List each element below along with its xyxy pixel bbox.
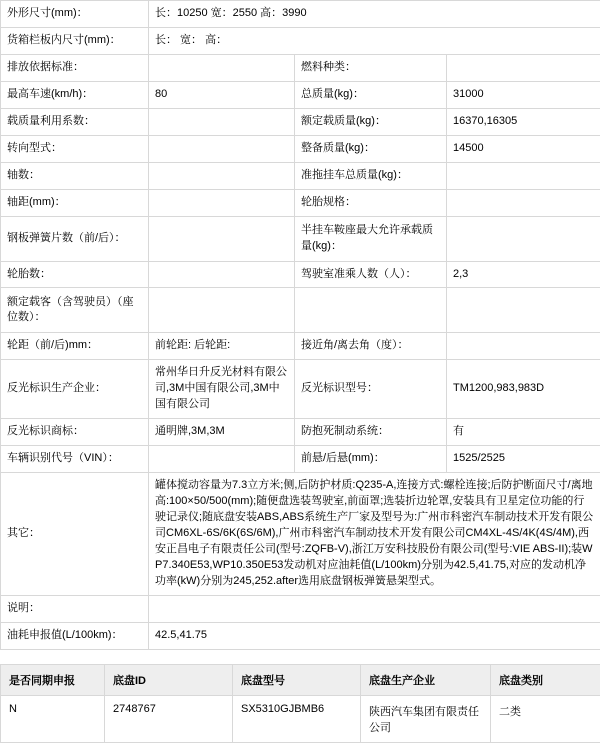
spec-value-axle-count	[149, 162, 295, 189]
spec-label-wheelbase: 轴距(mm)：	[1, 189, 149, 216]
chassis-header-row	[1, 664, 600, 695]
spec-value-track-width: 前轮距: 后轮距:	[149, 333, 295, 360]
spec-value-vin	[149, 446, 295, 473]
spec-value-rated-passengers	[149, 288, 295, 333]
spec-value-saddle-load	[447, 216, 600, 261]
spec-label-tire-count: 轮胎数：	[1, 261, 149, 288]
spec-label-rated-passengers: 额定载客（含驾驶员）（座位数）：	[1, 288, 149, 333]
spec-value-other: 罐体搅动容量为7.3立方米;侧,后防护材质:Q235-A,连接方式:螺栓连接;后防护断面尺寸/离地高:100×50/500(mm);随便盘选装驾驶室,前面罩;选装折边轮罩,安装具有卫星定位功能的行驶记录仪;随底盘安装ABS,ABS系统生产厂家及型号为:广州市科密汽车制动技术开发有限公司CM6XL-6S/6K(6S/6M),广州市科密汽车制动技术开发有限公司CM4XL-4S/4K(4S/4M),西安正昌电子有限责任公司(型号:ZQFB-V),浙江万安科技股份有限公司(型号:VIE ABS-II);装WP7.340E53,WP10.350E53发动机对应油耗值(L/100km)分别为42.5,41.75,对应的发动机净功率(kW)分别为245,252.after选用底盘钢板弹簧悬架型式。	[149, 473, 600, 596]
spec-label-axle-count: 轴数：	[1, 162, 149, 189]
spec-label-trailer-mass: 准拖挂车总质量(kg)：	[295, 162, 447, 189]
spec-value-empty-a	[447, 288, 600, 333]
spec-label-reflector-manufacturer: 反光标识生产企业：	[1, 360, 149, 419]
spec-value-fuel-type	[447, 54, 600, 81]
table-row	[1, 595, 600, 622]
table-row	[1, 162, 600, 189]
spec-label-fuel-type: 燃料种类：	[295, 54, 447, 81]
spec-label-curb-mass: 整备质量(kg)：	[295, 135, 447, 162]
spec-value-overhang: 1525/2525	[447, 446, 600, 473]
chassis-header-model: 底盘型号	[233, 664, 361, 695]
chassis-cell-id: 2748767	[105, 695, 233, 742]
spec-value-tire-spec	[447, 189, 600, 216]
spec-value-dimensions: 长：10250 宽：2550 高：3990	[149, 1, 600, 28]
spec-label-abs: 防抱死制动系统：	[295, 419, 447, 446]
spec-value-emission-standard	[149, 54, 295, 81]
table-row	[1, 189, 600, 216]
chassis-header-same-period: 是否同期申报	[1, 664, 105, 695]
spec-label-leaf-spring: 钢板弹簧片数（前/后）：	[1, 216, 149, 261]
spec-label-overhang: 前悬/后悬(mm)：	[295, 446, 447, 473]
spec-value-curb-mass: 14500	[447, 135, 600, 162]
table-row	[1, 695, 600, 742]
spec-label-cargo-box: 货箱栏板内尺寸(mm)：	[1, 27, 149, 54]
spec-label-fuel-consumption: 油耗申报值(L/100km)：	[1, 622, 149, 649]
spec-value-trailer-mass	[447, 162, 600, 189]
table-row	[1, 81, 600, 108]
table-row	[1, 333, 600, 360]
spec-label-track-width: 轮距（前/后)mm：	[1, 333, 149, 360]
spec-value-abs: 有	[447, 419, 600, 446]
spec-label-rated-load: 额定载质量(kg)：	[295, 108, 447, 135]
chassis-cell-model: SX5310GJBMB6	[233, 695, 361, 742]
spec-label-reflector-model: 反光标识型号：	[295, 360, 447, 419]
table-row	[1, 473, 600, 596]
spec-label-vin: 车辆识别代号（VIN）：	[1, 446, 149, 473]
spec-value-max-speed: 80	[149, 81, 295, 108]
spec-label-tire-spec: 轮胎规格：	[295, 189, 447, 216]
spec-value-load-coefficient	[149, 108, 295, 135]
spec-label-load-coefficient: 载质量利用系数：	[1, 108, 149, 135]
table-row	[1, 135, 600, 162]
chassis-cell-same-period: N	[1, 695, 105, 742]
table-row	[1, 216, 600, 261]
spec-value-cab-seats: 2,3	[447, 261, 600, 288]
spec-label-max-speed: 最高车速(km/h)：	[1, 81, 149, 108]
table-row	[1, 27, 600, 54]
chassis-header-category: 底盘类别	[491, 664, 600, 695]
spec-value-rated-load: 16370,16305	[447, 108, 600, 135]
spec-label-approach-angle: 接近角/离去角（度）：	[295, 333, 447, 360]
spec-value-reflector-model: TM1200,983,983D	[447, 360, 600, 419]
table-row	[1, 261, 600, 288]
table-row	[1, 360, 600, 419]
table-row	[1, 108, 600, 135]
spec-label-reflector-brand: 反光标识商标：	[1, 419, 149, 446]
spec-value-cargo-box: 长： 宽： 高：	[149, 27, 600, 54]
chassis-header-manufacturer: 底盘生产企业	[361, 664, 491, 695]
table-row	[1, 446, 600, 473]
spec-value-reflector-manufacturer: 常州华日升反光材料有限公司,3M中国有限公司,3M中国有限公司	[149, 360, 295, 419]
table-row	[1, 1, 600, 28]
spec-value-fuel-consumption: 42.5,41.75	[149, 622, 600, 649]
spec-value-tire-count	[149, 261, 295, 288]
spec-label-cab-seats: 驾驶室准乘人数（人）：	[295, 261, 447, 288]
spec-value-gross-mass: 31000	[447, 81, 600, 108]
spec-label-empty-a	[295, 288, 447, 333]
spec-value-reflector-brand: 通明牌,3M,3M	[149, 419, 295, 446]
spec-label-saddle-load: 半挂车鞍座最大允许承载质量(kg)：	[295, 216, 447, 261]
table-row	[1, 622, 600, 649]
spec-label-note: 说明：	[1, 595, 149, 622]
spec-label-emission-standard: 排放依据标准：	[1, 54, 149, 81]
spec-value-note	[149, 595, 600, 622]
spec-label-other: 其它：	[1, 473, 149, 596]
chassis-cell-category: 二类	[491, 695, 600, 742]
spec-value-steering-type	[149, 135, 295, 162]
table-row	[1, 419, 600, 446]
spec-value-wheelbase	[149, 189, 295, 216]
spec-value-leaf-spring	[149, 216, 295, 261]
spec-label-gross-mass: 总质量(kg)：	[295, 81, 447, 108]
table-row	[1, 54, 600, 81]
chassis-table	[0, 664, 600, 743]
spec-value-approach-angle	[447, 333, 600, 360]
chassis-cell-manufacturer: 陕西汽车集团有限责任公司	[361, 695, 491, 742]
table-row	[1, 288, 600, 333]
chassis-header-id: 底盘ID	[105, 664, 233, 695]
spec-label-dimensions: 外形尺寸(mm)：	[1, 1, 149, 28]
section-gap	[0, 650, 600, 664]
spec-label-steering-type: 转向型式：	[1, 135, 149, 162]
